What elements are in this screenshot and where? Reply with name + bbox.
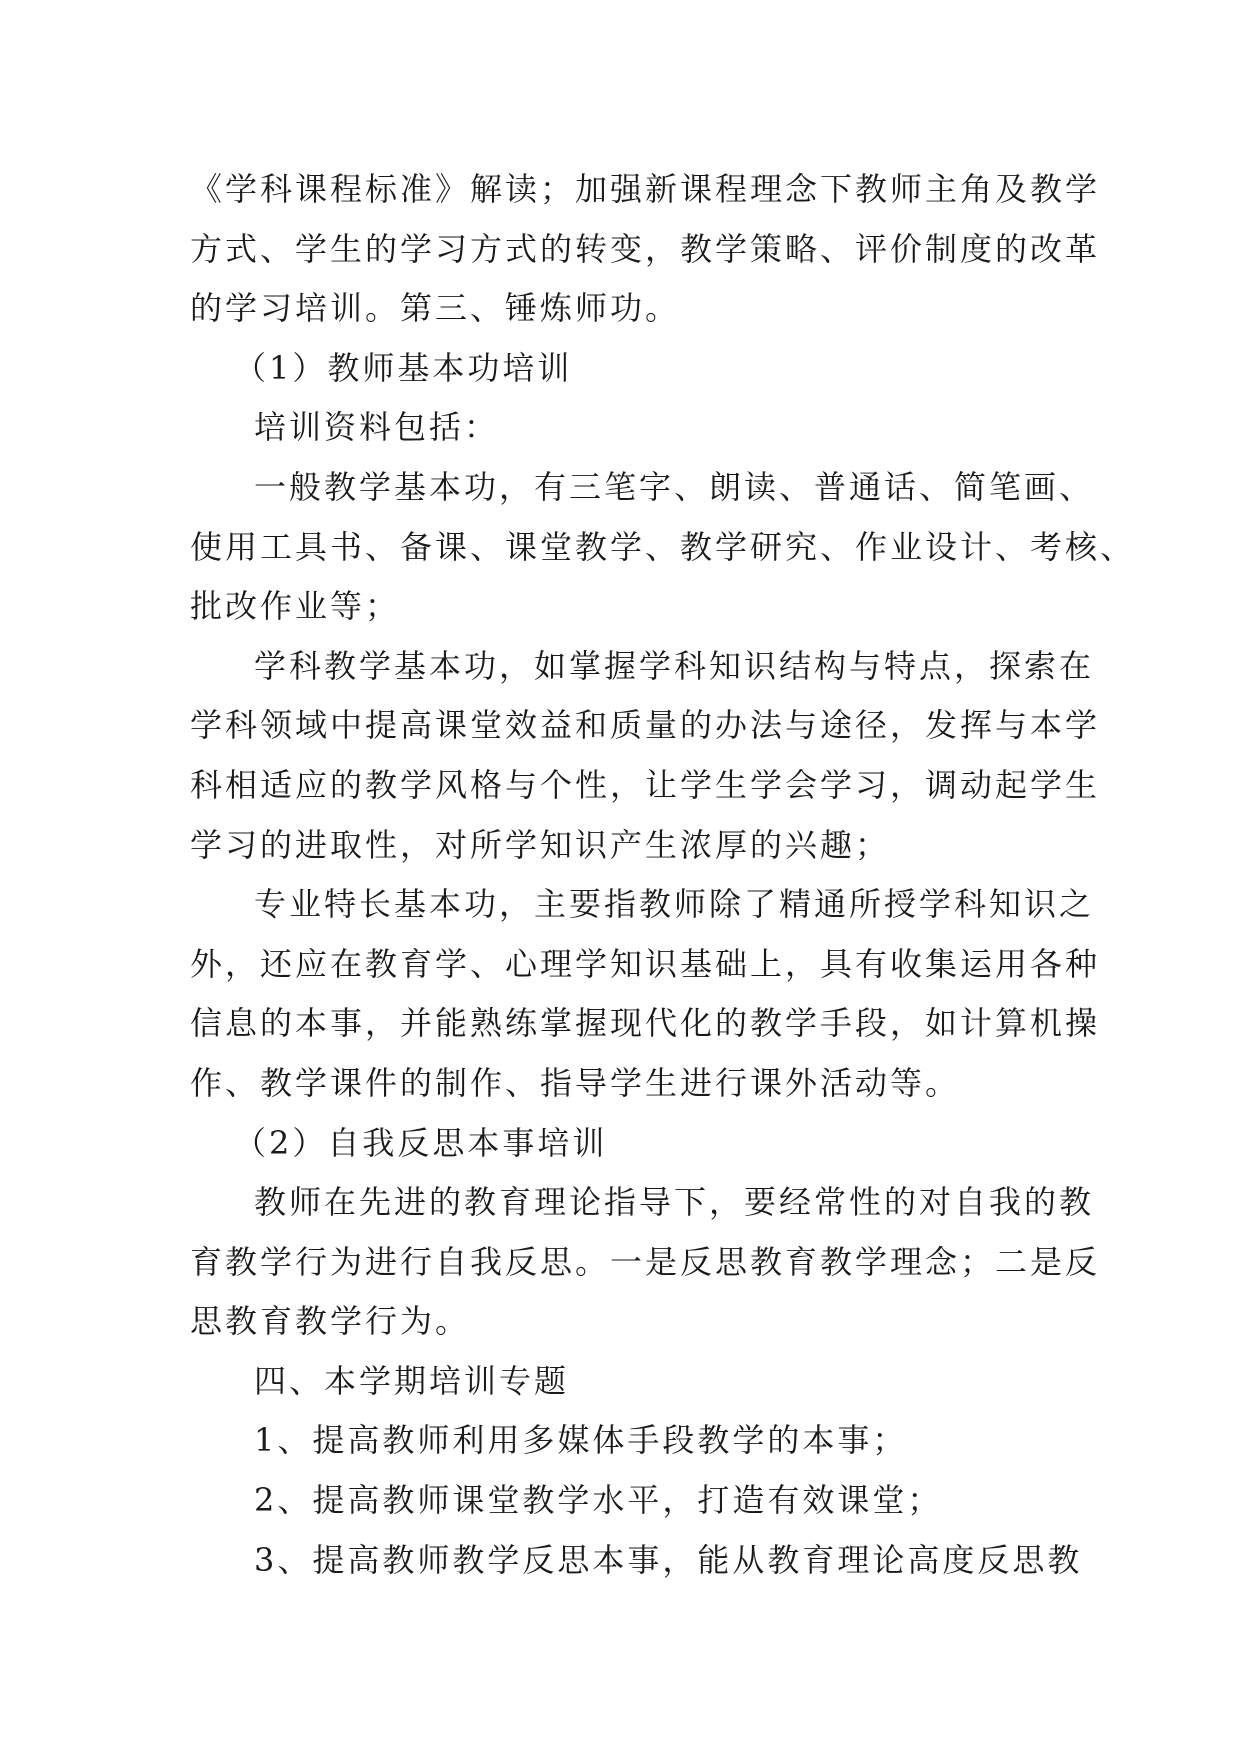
text-line: 培训资料包括： xyxy=(254,408,500,447)
text-line: 思教育教学行为。 xyxy=(190,1302,471,1341)
text-line: 学科教学基本功，如掌握学科知识结构与特点，探索在 xyxy=(254,646,1095,685)
document-body xyxy=(190,160,1136,1590)
text-line: 方式、学生的学习方式的转变，教学策略、评价制度的改革 xyxy=(190,229,1101,268)
list-item: 3、提高教师教学反思本事，能从教育理论高度反思教 xyxy=(254,1540,1083,1579)
text-line: 作、教学课件的制作、指导学生进行课外活动等。 xyxy=(190,1063,961,1102)
text-line: 科相适应的教学风格与个性，让学生学会学习，调动起学生 xyxy=(190,765,1101,804)
text-line: 教师在先进的教育理论指导下，要经常性的对自我的教 xyxy=(254,1183,1095,1222)
text-line: 育教学行为进行自我反思。一是反思教育教学理念；二是反 xyxy=(190,1242,1101,1281)
section-heading: （2）自我反思本事培训 xyxy=(234,1123,608,1162)
text-line: 批改作业等； xyxy=(190,587,401,626)
list-item: 1、提高教师利用多媒体手段教学的本事； xyxy=(254,1421,908,1460)
text-line: 使用工具书、备课、课堂教学、教学研究、作业设计、考核、 xyxy=(190,527,1136,566)
section-heading: 四、本学期培训专题 xyxy=(254,1361,570,1400)
section-heading: （1）教师基本功培训 xyxy=(234,348,573,387)
text-line: 的学习培训。第三、锤炼师功。 xyxy=(190,289,681,328)
text-line: 一般教学基本功，有三笔字、朗读、普通话、简笔画、 xyxy=(254,467,1095,506)
list-item: 2、提高教师课堂教学水平，打造有效课堂； xyxy=(254,1481,943,1520)
text-line: 学习的进取性，对所学知识产生浓厚的兴趣； xyxy=(190,825,891,864)
text-line: 信息的本事，并能熟练掌握现代化的教学手段，如计算机操 xyxy=(190,1004,1101,1043)
text-line: 《学科课程标准》解读；加强新课程理念下教师主角及教学 xyxy=(190,170,1101,208)
text-line: 专业特长基本功，主要指教师除了精通所授学科知识之 xyxy=(254,885,1095,924)
text-line: 学科领域中提高课堂效益和质量的办法与途径，发挥与本学 xyxy=(190,706,1101,745)
text-line: 外，还应在教育学、心理学知识基础上，具有收集运用各种 xyxy=(190,944,1101,983)
